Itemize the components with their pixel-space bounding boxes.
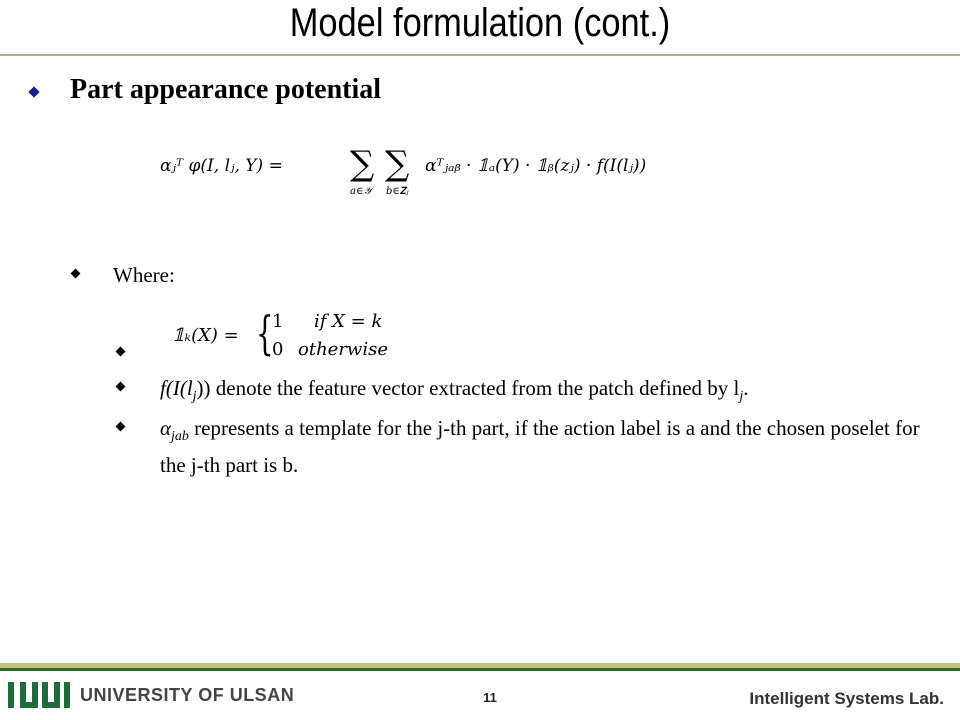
equation-rhs: αᵀⱼₐᵦ · 𝟙ₐ(Y) · 𝟙ᵦ(zⱼ) · f(I(lⱼ)) <box>425 156 647 176</box>
feature-text: )) denote the feature vector extracted from the patch defined by l <box>196 376 740 400</box>
section-heading: Part appearance potential <box>70 74 382 105</box>
sum-symbol-2: ∑ <box>385 144 410 184</box>
university-logo-icon <box>8 680 72 710</box>
feature-function: f(I(l <box>160 376 193 400</box>
feature-sub-1: j <box>192 389 197 405</box>
equation-lhs: αⱼᵀ φ(I, lⱼ, Y) = <box>160 156 283 176</box>
footer-band-green <box>0 668 960 671</box>
where-bullet-icon <box>71 269 81 279</box>
lab-name: Intelligent Systems Lab. <box>749 689 944 708</box>
indicator-lhs: 𝟙ₖ(X) = <box>172 325 239 346</box>
sum-subscript-1: a∈𝒴 <box>350 186 372 197</box>
feature-bullet-icon <box>116 382 126 392</box>
alpha-bullet-icon <box>116 422 126 432</box>
university-name: UNIVERSITY OF ULSAN <box>80 685 295 705</box>
indicator-case2-value: 0 <box>272 339 284 360</box>
indicator-bullet-icon <box>116 347 126 357</box>
title-rule <box>0 54 960 56</box>
sum-subscript-2: b∈𝐙ⱼ <box>386 186 409 197</box>
alpha-symbol: α <box>160 416 172 440</box>
feature-sub-2: j <box>739 389 744 405</box>
page-number: 11 <box>483 690 497 705</box>
where-label: Where: <box>113 263 175 287</box>
sum-symbol-1: ∑ <box>350 144 375 184</box>
feature-end: . <box>743 376 749 400</box>
alpha-description <box>160 414 950 479</box>
alpha-subscript: jab <box>171 429 189 445</box>
indicator-case1-value: 1 <box>272 311 284 332</box>
indicator-case2-condition: otherwise <box>298 339 388 360</box>
potential-equation <box>160 144 647 204</box>
indicator-equation <box>172 308 432 364</box>
indicator-case1-condition: if X = k <box>314 311 383 332</box>
alpha-text: represents a template for the j-th part, if the action label is a and the chosen poselet for the j-th part is b. <box>160 416 920 478</box>
indicator-brace: { <box>256 306 274 360</box>
feature-description <box>160 374 950 411</box>
heading-bullet-icon <box>28 86 39 97</box>
slide-title: Model formulation (cont.) <box>289 1 671 45</box>
